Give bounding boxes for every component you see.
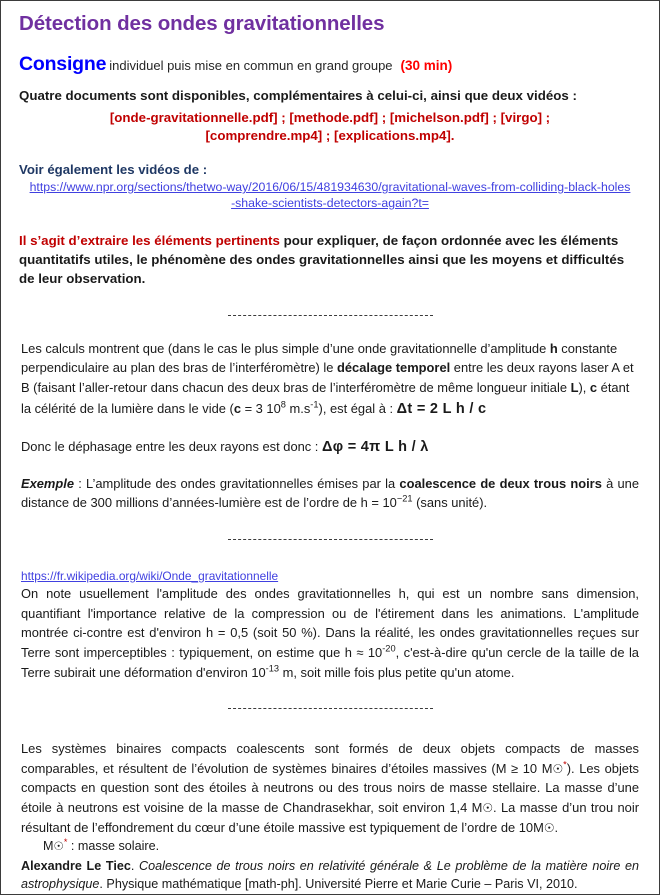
calc-exponent-8: 8 (280, 399, 286, 410)
consigne-line (19, 54, 645, 75)
wiki-exponent-minus13: -13 (265, 663, 280, 674)
calc-text-a: Les calculs montrent que (dans le cas le plus simple d’une onde gravitationnelle d’amplitude (21, 340, 550, 356)
consigne-heading: Consigne (19, 52, 107, 75)
calc-text-c: entre les deux rayons laser A et B (faisant l’aller-retour dans chacun des deux bras de l’interféromètre de même longueur initiale (21, 360, 634, 395)
formula-delta-t: Δt = 2 L h / c (396, 400, 487, 417)
footnote-star-marker: * (563, 759, 567, 770)
separator-line (228, 708, 433, 709)
consigne-subtitle: individuel puis mise en commun en grand groupe (109, 57, 393, 73)
example-label: Exemple (21, 475, 75, 491)
documents-list-line-2: [comprendre.mp4] ; [explications.mp4]. (205, 127, 455, 143)
footnote-text: : masse solaire. (67, 839, 160, 854)
separator-line (228, 315, 433, 316)
consigne-duration: (30 min) (400, 57, 453, 73)
wiki-text-b: , c'est-à-dire qu'un cercle de la taille de la Terre subirait une déformation d'environ 10 (21, 644, 639, 680)
calc-text-h: ), est égal à : (318, 400, 397, 416)
calc-bold-decalage: décalage temporel (337, 360, 451, 376)
citation-author: Alexandre Le Tiec (21, 858, 131, 873)
task-rest: pour expliquer, de façon ordonnée avec les éléments quantitatifs utiles, le phénomène des ondes gravitationnelles ainsi que les moyens et difficultés de leur observation. (19, 233, 625, 286)
wikipedia-paragraph (21, 584, 639, 682)
wiki-text-c: m, soit mille fois plus petite qu'un atome. (279, 664, 515, 680)
separator-line (228, 539, 433, 540)
sun-symbol: ☉ (543, 820, 555, 835)
sun-symbol: ☉ (482, 800, 494, 815)
citation-publication: Physique mathématique [math-ph]. Université Pierre et Marie Curie – Paris VI, 2010. (106, 877, 578, 892)
page-title: Détection des ondes gravitationnelles (19, 12, 385, 35)
footnote-star: * (63, 837, 68, 848)
calc-text-f: = 3 10 (240, 400, 281, 416)
calc-symbol-h: h (549, 340, 558, 356)
example-exponent: −21 (396, 493, 413, 504)
calculations-paragraph (21, 339, 639, 420)
wiki-text-a: On note usuellement l'amplitude des ondes gravitationnelles h, qui est un nombre sans dimension, quantifiant l'importance relative de la compression ou de l'étirement dans les animations. L'amplitude montrée ci-contre est d'environ h = 0,5 (soit 50 %). Dans la réalité, les ondes gravitationnelles reçues sur Terre sont imperceptibles : typiquement, on estime que h ≈ 10 (21, 586, 639, 660)
videos-heading: Voir également les vidéos de : (19, 162, 208, 178)
calc-symbol-c2: c (233, 400, 241, 416)
citation-line (21, 857, 639, 894)
calc-symbol-L: L (570, 379, 579, 395)
dephasage-paragraph (21, 436, 639, 458)
binary-text-c: . La masse d’un trou noir résultant de l’effondrement du cœur d’une étoile massive est typiquement de l’ordre de 10M (21, 799, 640, 835)
example-text-c: (sans unité). (412, 495, 488, 511)
example-text-a: : L’amplitude des ondes gravitationnelles émises par la (74, 475, 400, 491)
citation-sep-2: . (99, 877, 107, 892)
binary-text-d: . (554, 819, 559, 835)
task-paragraph (19, 232, 641, 289)
binary-systems-paragraph (21, 739, 639, 837)
wikipedia-link[interactable]: https://fr.wikipedia.org/wiki/Onde_gravitationnelle (21, 568, 279, 583)
calc-text-d: ), (578, 379, 590, 395)
example-paragraph (21, 474, 639, 513)
task-highlight: Il s’agit d’extraire les éléments pertinents (19, 233, 280, 249)
documents-intro: Quatre documents sont disponibles, complémentaires à celui-ci, ainsi que deux vidéos : (19, 87, 577, 103)
sun-symbol: ☉ (53, 841, 64, 854)
formula-delta-phi: Δφ = 4π L h / λ (321, 438, 429, 455)
documents-list-line-1: [onde-gravitationnelle.pdf] ; [methode.pdf] ; [michelson.pdf] ; [virgo] ; (109, 109, 551, 125)
binary-text-a: Les systèmes binaires compacts coalescents sont formés de deux objets compacts de masses comparables, et résultent de l’évolution de systèmes binaires d’étoiles massives (M ≥ 10 M (21, 741, 639, 776)
footnote-line (43, 838, 639, 856)
separator-3 (15, 702, 645, 716)
calc-text-e: étant la célérité de la lumière dans le vide ( (21, 379, 630, 416)
example-bold-coalescence: coalescence de deux trous noirs (399, 475, 602, 491)
npr-video-link[interactable]: https://www.npr.org/sections/thetwo-way/2016/06/15/481934630/gravitational-waves-from-colliding-black-holes-shake-scientists-detectors-again?t= (29, 180, 631, 211)
citation-work-title: Coalescence de trous noirs en relativité générale & Le problème de la matière noire en astrophysique (21, 858, 639, 892)
citation-sep-1: . (130, 858, 140, 873)
calc-exponent-minus1: -1 (310, 399, 319, 410)
footnote-M: M (43, 839, 54, 854)
sun-symbol: ☉ (552, 761, 564, 776)
separator-2 (15, 533, 645, 547)
separator-1 (15, 309, 645, 323)
calc-symbol-c1: c (589, 379, 598, 395)
calc-text-g: m.s (285, 400, 311, 416)
calc-text-b: constante perpendiculaire au plan des bras de l’interféromètre) le (21, 340, 618, 376)
wiki-exponent-minus20: -20 (382, 643, 396, 654)
dephasage-text: Donc le déphasage entre les deux rayons est donc : (21, 438, 322, 454)
documents-list (15, 109, 645, 146)
example-text-b: à une distance de 300 millions d’années-lumière est de l’ordre de h = 10 (21, 475, 639, 511)
binary-text-b: ). Les objets compacts en question sont des étoiles à neutrons ou des trous noirs de masse stellaire. La masse d’une étoile à neutrons est voisine de la masse de Chandrasekhar, soit environ 1,4 M (21, 760, 640, 815)
